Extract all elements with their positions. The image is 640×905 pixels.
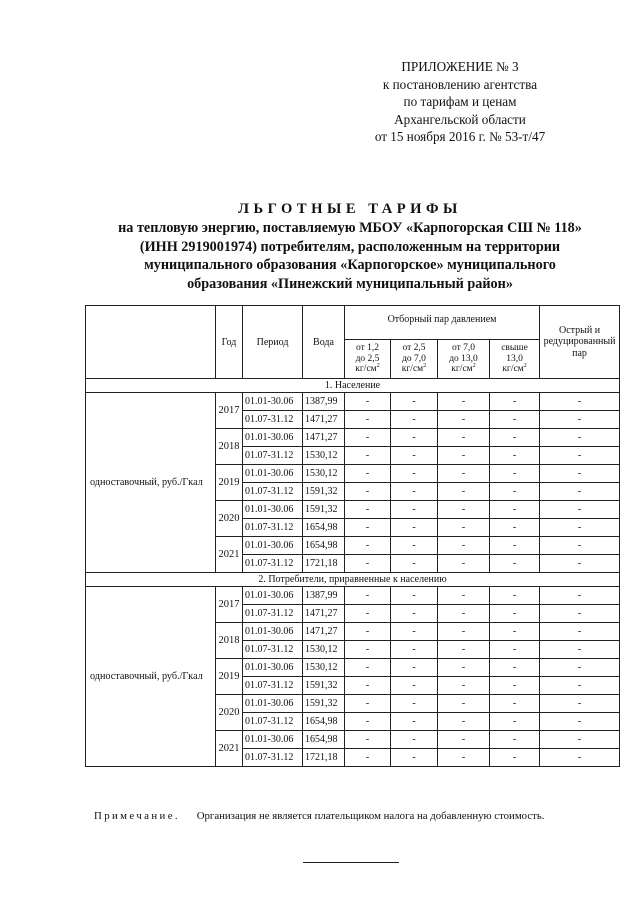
empty-value-cell: - [540, 429, 620, 447]
title-line: на тепловую энергию, поставляемую МБОУ «Карпогорская СШ № 118» [118, 219, 582, 236]
tariff-type-label: одноставочный, руб./Гкал [86, 393, 216, 573]
empty-value-cell: - [490, 411, 540, 429]
empty-value-cell: - [490, 519, 540, 537]
year-cell: 2018 [216, 429, 243, 465]
title-line: муниципального образования «Карпогорское» муниципального [144, 257, 556, 274]
water-tariff-cell: 1471,27 [303, 605, 345, 623]
period-cell: 01.01-30.06 [243, 587, 303, 605]
empty-value-cell: - [438, 713, 490, 731]
period-cell: 01.01-30.06 [243, 465, 303, 483]
empty-value-cell: - [438, 501, 490, 519]
empty-value-cell: - [438, 641, 490, 659]
empty-value-cell: - [438, 623, 490, 641]
section-row [86, 379, 620, 393]
header-steam-pressure-text: кг/см [502, 364, 524, 375]
empty-value-cell: - [540, 483, 620, 501]
empty-value-cell: - [345, 587, 391, 605]
empty-value-cell: - [490, 749, 540, 767]
header-steam-pressure-2 [391, 340, 438, 379]
empty-value-cell: - [345, 623, 391, 641]
water-tariff-cell: 1387,99 [303, 393, 345, 411]
period-cell: 01.01-30.06 [243, 695, 303, 713]
header-steam-pressure-text: от 1,2 [355, 343, 380, 354]
empty-value-cell: - [391, 749, 438, 767]
period-cell: 01.01-30.06 [243, 501, 303, 519]
appendix-ref-line: Архангельской области [394, 111, 526, 127]
tariff-table-body [86, 379, 620, 767]
water-tariff-cell: 1471,27 [303, 623, 345, 641]
water-tariff-cell: 1530,12 [303, 465, 345, 483]
empty-value-cell: - [490, 483, 540, 501]
year-cell: 2020 [216, 501, 243, 537]
water-tariff-cell: 1591,32 [303, 501, 345, 519]
empty-value-cell: - [345, 555, 391, 573]
empty-value-cell: - [391, 465, 438, 483]
header-steam-pressure-text: кг/см [451, 364, 473, 375]
water-tariff-cell: 1591,32 [303, 483, 345, 501]
empty-value-cell: - [391, 641, 438, 659]
empty-value-cell: - [438, 465, 490, 483]
document-title [70, 200, 630, 294]
table-row [86, 393, 620, 411]
empty-value-cell: - [490, 659, 540, 677]
empty-value-cell: - [438, 677, 490, 695]
header-steam-pressure-text: от 7,0 [451, 343, 476, 354]
water-tariff-cell: 1591,32 [303, 695, 345, 713]
header-steam-pressure-4 [490, 340, 540, 379]
appendix-header [340, 58, 580, 146]
header-period: Период [243, 306, 303, 379]
empty-value-cell: - [345, 411, 391, 429]
empty-value-cell: - [345, 501, 391, 519]
empty-value-cell: - [345, 483, 391, 501]
empty-value-cell: - [345, 447, 391, 465]
empty-value-cell: - [391, 411, 438, 429]
empty-value-cell: - [490, 713, 540, 731]
empty-value-cell: - [345, 605, 391, 623]
empty-value-cell: - [540, 713, 620, 731]
empty-value-cell: - [490, 695, 540, 713]
tariff-table [85, 305, 620, 767]
water-tariff-cell: 1654,98 [303, 713, 345, 731]
header-steam-pressure-text: кг/см [401, 364, 424, 375]
empty-value-cell: - [438, 447, 490, 465]
water-tariff-cell: 1654,98 [303, 537, 345, 555]
header-steam-pressure-3 [438, 340, 490, 379]
year-cell: 2021 [216, 537, 243, 573]
empty-value-cell: - [391, 447, 438, 465]
empty-value-cell: - [345, 713, 391, 731]
title-line: (ИНН 2919001974) потребителям, расположенным на территории [139, 238, 561, 255]
year-cell: 2020 [216, 695, 243, 731]
water-tariff-cell: 1387,99 [303, 587, 345, 605]
unit-superscript: 2 [523, 363, 527, 370]
water-tariff-cell: 1471,27 [303, 411, 345, 429]
footnote [94, 810, 624, 822]
period-cell: 01.01-30.06 [243, 731, 303, 749]
empty-value-cell: - [540, 659, 620, 677]
section-row [86, 573, 620, 587]
header-water: Вода [303, 306, 345, 379]
header-year: Год [216, 306, 243, 379]
empty-value-cell: - [540, 731, 620, 749]
empty-value-cell: - [540, 677, 620, 695]
footnote-text: Организация не является плательщиком налога на добавленную стоимость. [196, 810, 545, 822]
appendix-number: ПРИЛОЖЕНИЕ № 3 [401, 59, 519, 74]
empty-value-cell: - [490, 641, 540, 659]
section-title: 2. Потребители, приравненные к населению [86, 573, 620, 587]
period-cell: 01.01-30.06 [243, 393, 303, 411]
period-cell: 01.07-31.12 [243, 483, 303, 501]
empty-value-cell: - [391, 519, 438, 537]
period-cell: 01.01-30.06 [243, 537, 303, 555]
year-cell: 2017 [216, 587, 243, 623]
section-title: 1. Население [86, 379, 620, 393]
empty-value-cell: - [438, 587, 490, 605]
unit-superscript: 2 [376, 363, 380, 370]
period-cell: 01.01-30.06 [243, 623, 303, 641]
title-main: ЛЬГОТНЫЕ ТАРИФЫ [238, 201, 462, 217]
empty-value-cell: - [490, 677, 540, 695]
empty-value-cell: - [391, 623, 438, 641]
header-steam-pressure-1 [345, 340, 391, 379]
unit-superscript: 2 [472, 363, 476, 370]
water-tariff-cell: 1654,98 [303, 731, 345, 749]
header-steam-pressure-text: 13,0 [506, 353, 523, 364]
appendix-ref-line: по тарифам и ценам [403, 94, 517, 109]
empty-value-cell: - [490, 731, 540, 749]
empty-value-cell: - [490, 501, 540, 519]
empty-value-cell: - [438, 695, 490, 713]
period-cell: 01.07-31.12 [243, 713, 303, 731]
empty-value-cell: - [391, 605, 438, 623]
empty-value-cell: - [540, 519, 620, 537]
empty-value-cell: - [391, 429, 438, 447]
empty-value-cell: - [438, 659, 490, 677]
empty-value-cell: - [438, 411, 490, 429]
period-cell: 01.07-31.12 [243, 447, 303, 465]
appendix-date: от 15 ноября 2016 г. № 53-т/47 [374, 129, 546, 144]
empty-value-cell: - [345, 659, 391, 677]
empty-value-cell: - [540, 501, 620, 519]
empty-value-cell: - [490, 605, 540, 623]
empty-value-cell: - [345, 731, 391, 749]
empty-value-cell: - [540, 393, 620, 411]
empty-value-cell: - [345, 429, 391, 447]
empty-value-cell: - [438, 731, 490, 749]
empty-value-cell: - [490, 555, 540, 573]
period-cell: 01.07-31.12 [243, 519, 303, 537]
empty-value-cell: - [438, 519, 490, 537]
empty-value-cell: - [540, 447, 620, 465]
empty-value-cell: - [438, 429, 490, 447]
empty-value-cell: - [438, 555, 490, 573]
header-empty-cell [86, 306, 216, 379]
empty-value-cell: - [345, 537, 391, 555]
empty-value-cell: - [540, 537, 620, 555]
empty-value-cell: - [391, 501, 438, 519]
period-cell: 01.07-31.12 [243, 677, 303, 695]
empty-value-cell: - [438, 749, 490, 767]
water-tariff-cell: 1721,18 [303, 749, 345, 767]
appendix-ref-line: к постановлению агентства [382, 76, 538, 92]
empty-value-cell: - [391, 713, 438, 731]
table-row [86, 587, 620, 605]
header-steam-pressure-text: до 7,0 [402, 353, 426, 364]
empty-value-cell: - [438, 537, 490, 555]
empty-value-cell: - [490, 393, 540, 411]
empty-value-cell: - [391, 731, 438, 749]
empty-value-cell: - [540, 695, 620, 713]
empty-value-cell: - [345, 393, 391, 411]
empty-value-cell: - [391, 677, 438, 695]
header-steam-group: Отборный пар давлением [345, 306, 540, 340]
period-cell: 01.07-31.12 [243, 555, 303, 573]
empty-value-cell: - [540, 411, 620, 429]
water-tariff-cell: 1591,32 [303, 677, 345, 695]
empty-value-cell: - [490, 465, 540, 483]
period-cell: 01.07-31.12 [243, 749, 303, 767]
header-steam-pressure-text: свыше [501, 343, 528, 354]
water-tariff-cell: 1530,12 [303, 659, 345, 677]
empty-value-cell: - [490, 537, 540, 555]
title-line: образования «Пинежский муниципальный район» [187, 276, 513, 293]
period-cell: 01.07-31.12 [243, 641, 303, 659]
empty-value-cell: - [438, 605, 490, 623]
empty-value-cell: - [540, 465, 620, 483]
tariff-type-label: одноставочный, руб./Гкал [86, 587, 216, 767]
empty-value-cell: - [345, 749, 391, 767]
empty-value-cell: - [391, 695, 438, 713]
empty-value-cell: - [345, 677, 391, 695]
period-cell: 01.01-30.06 [243, 659, 303, 677]
empty-value-cell: - [391, 587, 438, 605]
footnote-label: Примечание. [94, 810, 180, 822]
period-cell: 01.07-31.12 [243, 411, 303, 429]
empty-value-cell: - [540, 641, 620, 659]
empty-value-cell: - [490, 447, 540, 465]
empty-value-cell: - [391, 555, 438, 573]
header-steam-pressure-text: от 2,5 [402, 343, 426, 354]
water-tariff-cell: 1654,98 [303, 519, 345, 537]
empty-value-cell: - [540, 587, 620, 605]
year-cell: 2017 [216, 393, 243, 429]
unit-superscript: 2 [423, 363, 427, 370]
empty-value-cell: - [490, 429, 540, 447]
empty-value-cell: - [391, 659, 438, 677]
header-steam-pressure-text: кг/см [355, 364, 377, 375]
year-cell: 2018 [216, 623, 243, 659]
empty-value-cell: - [345, 641, 391, 659]
empty-value-cell: - [345, 695, 391, 713]
header-steam-pressure-text: до 2,5 [355, 353, 380, 364]
header-sharp-steam: Острый и редуцированный пар [540, 306, 620, 379]
header-steam-pressure-text: до 13,0 [449, 353, 478, 364]
year-cell: 2019 [216, 659, 243, 695]
empty-value-cell: - [540, 555, 620, 573]
empty-value-cell: - [438, 483, 490, 501]
empty-value-cell: - [391, 537, 438, 555]
empty-value-cell: - [391, 393, 438, 411]
water-tariff-cell: 1530,12 [303, 641, 345, 659]
empty-value-cell: - [540, 749, 620, 767]
year-cell: 2019 [216, 465, 243, 501]
empty-value-cell: - [345, 465, 391, 483]
period-cell: 01.07-31.12 [243, 605, 303, 623]
water-tariff-cell: 1721,18 [303, 555, 345, 573]
empty-value-cell: - [540, 605, 620, 623]
empty-value-cell: - [438, 393, 490, 411]
empty-value-cell: - [540, 623, 620, 641]
empty-value-cell: - [490, 587, 540, 605]
year-cell: 2021 [216, 731, 243, 767]
empty-value-cell: - [391, 483, 438, 501]
bottom-divider [303, 862, 399, 863]
empty-value-cell: - [490, 623, 540, 641]
period-cell: 01.01-30.06 [243, 429, 303, 447]
water-tariff-cell: 1471,27 [303, 429, 345, 447]
empty-value-cell: - [345, 519, 391, 537]
water-tariff-cell: 1530,12 [303, 447, 345, 465]
